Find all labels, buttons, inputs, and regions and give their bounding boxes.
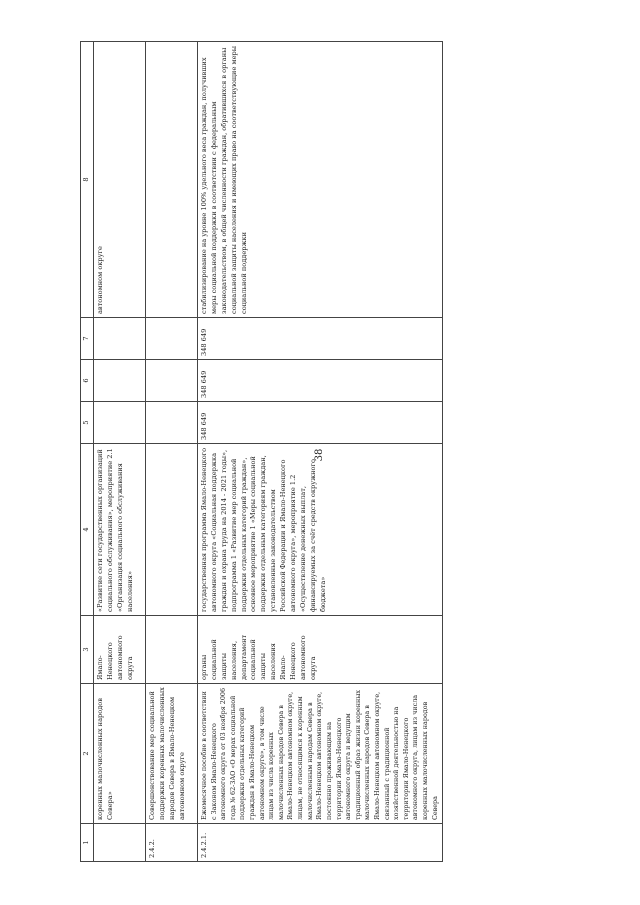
result-cell: стабилизирование на уровне 100% удельного веса граждан, получивших меры социальной поддержки в соответствии с федеральным законодательством, в общей численности граждан, обратившихся в органы социальной защиты населения и имеющих право на соответствующие меры социальной поддержки [198, 42, 443, 318]
table-row [94, 42, 146, 862]
col-header-6: 6 [81, 360, 94, 402]
row-number: 2.4.2.1. [198, 824, 443, 862]
col-header-7: 7 [81, 318, 94, 360]
executor-cell: Ямало-Ненецкого автономного округа [94, 616, 146, 684]
measure-cell: Ежемесячное пособие в соответствии с Законом Ямало-Ненецкого автономного округа от 03 ноября 2006 года № 62-ЗАО «О мерах социальной поддержки отдельных категорий граждан в Ямало-Ненецком автономном округе», в том числе лицам из числа коренных малочисленных народов Севера в Ямало-Ненецком автономном округе, лицам, не относящимся к коренным малочисленным народам Севера в Ямало-Ненецком автономном округе, постоянно проживающим на территории Ямало-Ненецкого автономного округа и ведущим традиционный образ жизни коренных малочисленных народов Севера в Ямало-Ненецком автономном округе, связанный с традиционной хозяйственной деятельностью на территории Ямало-Ненецкого автономного округа, лицам из числа коренных малочисленных народов Севера [198, 684, 443, 824]
row-number: 2.4.2. [146, 824, 198, 862]
value-cell-5: 348 649 [198, 402, 443, 444]
col-header-4: 4 [81, 444, 94, 616]
table-row [198, 42, 443, 862]
value-cell-5 [146, 402, 198, 444]
value-cell-6 [146, 360, 198, 402]
col-header-3: 3 [81, 616, 94, 684]
value-cell-7: 348 649 [198, 318, 443, 360]
measures-table [80, 41, 443, 862]
col-header-5: 5 [81, 402, 94, 444]
value-cell-6: 348 649 [198, 360, 443, 402]
value-cell-6 [94, 360, 146, 402]
executor-cell: органы социальной защиты населения, департамент социальной защиты населения Ямало-Ненецкого автономного округа [198, 616, 443, 684]
value-cell-5 [94, 402, 146, 444]
executor-cell [146, 616, 198, 684]
program-cell: «Развитие сети государственных организаций социального обслуживания», мероприятие 2.1 «Организация социального обслуживания населения» [94, 444, 146, 616]
row-number [94, 824, 146, 862]
col-header-8: 8 [81, 42, 94, 318]
value-cell-7 [146, 318, 198, 360]
result-cell [146, 42, 198, 318]
measure-cell: коренных малочисленных народов Севера» [94, 684, 146, 824]
page-number: 38 [314, 448, 325, 462]
table-row [146, 42, 198, 862]
program-cell: государственная программа Ямало-Ненецкого автономного округа «Социальная поддержка граждан и охрана труда на 2014 - 2021 годы», подпрограмма 1 «Развитие мер социальной поддержки отдельных категорий граждан», основное мероприятие 1 «Меры социальной поддержки отдельным категориям граждан, установленные законодательством Российской Федерации и Ямало-Ненецкого автономного округа», мероприятие 1.2 «Осуществление денежных выплат, финансируемых за счёт средств окружного бюджета» [198, 444, 443, 616]
rotated-table-sheet [80, 42, 560, 862]
value-cell-7 [94, 318, 146, 360]
col-header-1: 1 [81, 824, 94, 862]
result-cell: автономном округе [94, 42, 146, 318]
program-cell [146, 444, 198, 616]
measure-cell: Совершенствование мер социальной поддержки коренных малочисленных народов Севера в Ямало-Ненецком автономном округе [146, 684, 198, 824]
header-row [81, 42, 94, 862]
col-header-2: 2 [81, 684, 94, 824]
